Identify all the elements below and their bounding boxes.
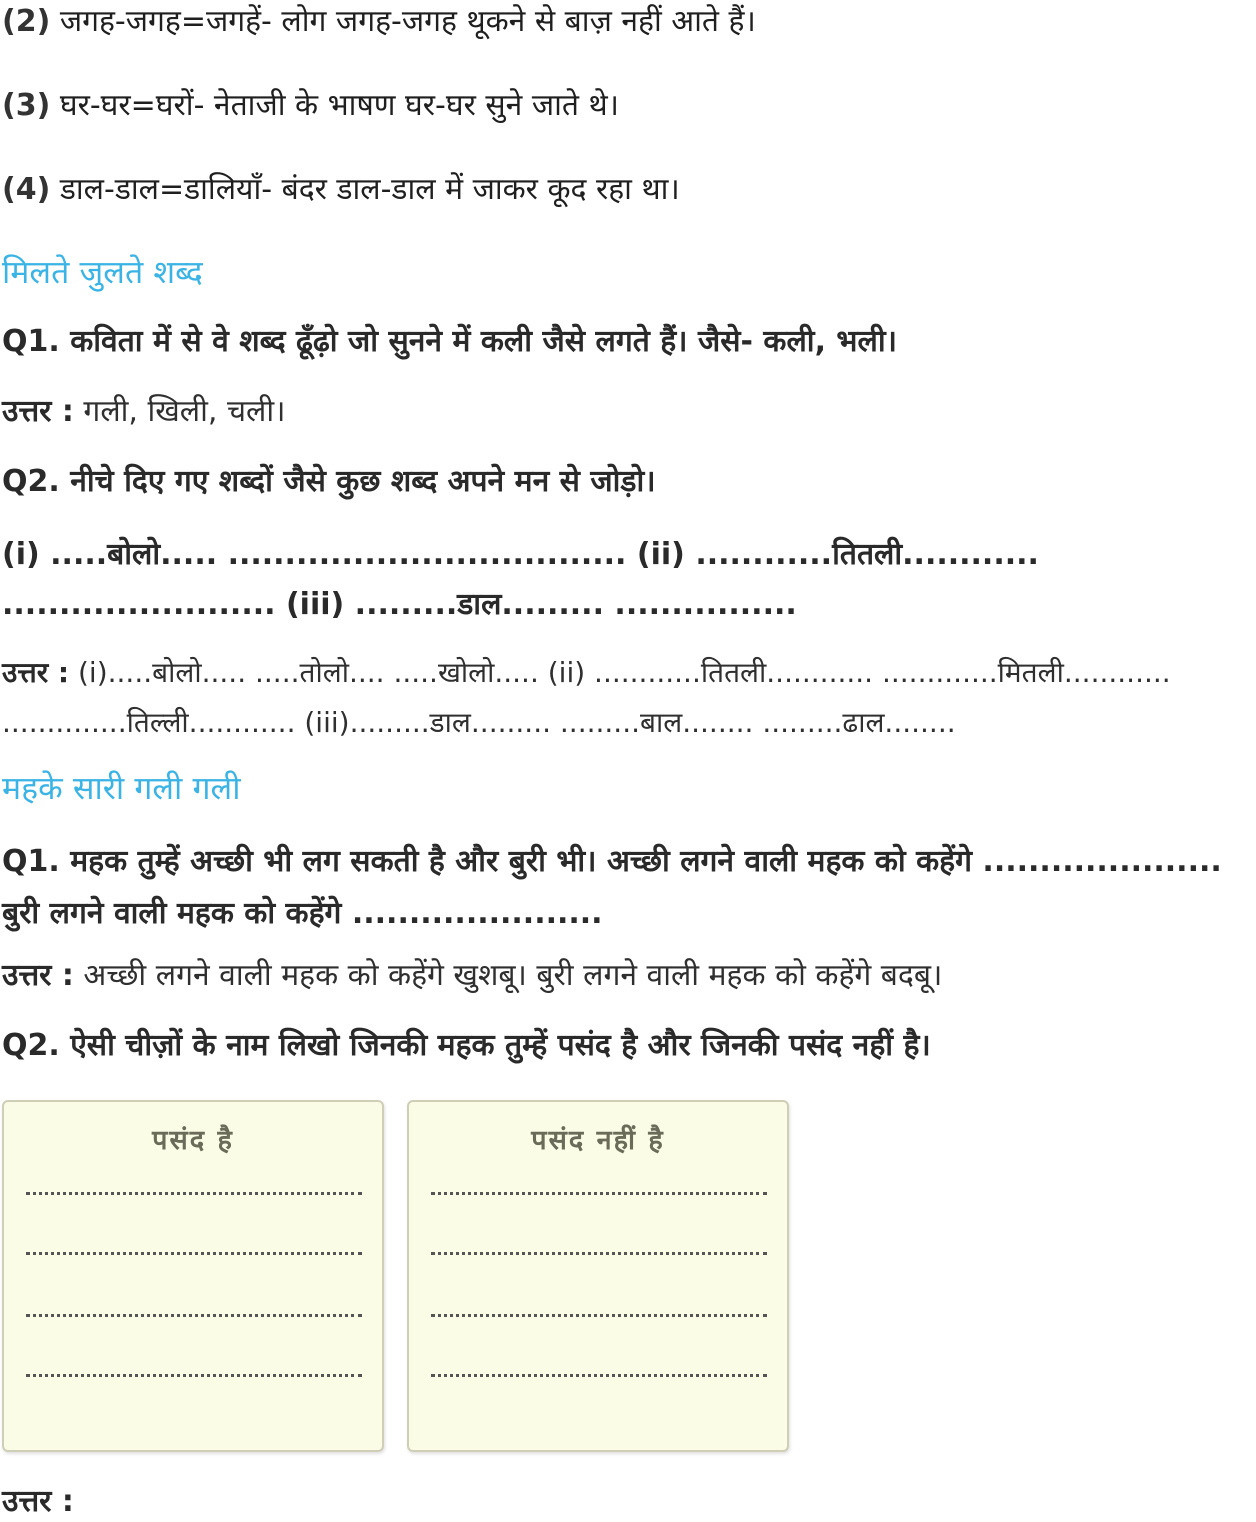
line-text: जगह-जगह=जगहें- लोग जगह-जगह थूकने से बाज़ नहीं आते हैं। <box>50 4 756 39</box>
section-heading-milte-julte: मिलते जुलते शब्द <box>2 253 203 291</box>
dotted-line <box>431 1192 767 1195</box>
question-2-blanks: (i) .....बोलो..... ................................... (ii) ............तितली............ ........................ (iii) .........डाल......... ................ <box>2 537 1039 622</box>
dotted-line <box>26 1314 362 1317</box>
dotted-line <box>26 1252 362 1255</box>
line-number: (3) <box>2 88 51 123</box>
answer-text: गली, खिली, चली। <box>73 394 286 429</box>
question-1: Q1. कविता में से वे शब्द ढूँढ़ो जो सुनने में कली जैसे लगते हैं। जैसे- कली, भली। <box>2 324 897 359</box>
example-line-2 <box>2 2 756 42</box>
answer-label: उत्तर : <box>2 1484 74 1519</box>
dotted-line <box>431 1314 767 1317</box>
line-number: (4) <box>2 172 51 207</box>
question-2: Q2. नीचे दिए गए शब्दों जैसे कुछ शब्द अपने मन से जोड़ो। <box>2 464 656 499</box>
like-box-title: पसंद है <box>152 1125 234 1156</box>
dotted-line <box>431 1374 767 1377</box>
answer-label: उत्तर : <box>2 656 70 689</box>
question-2: Q2. ऐसी चीज़ों के नाम लिखो जिनकी महक तुम्हें पसंद है और जिनकी पसंद नहीं है। <box>2 1028 931 1063</box>
answer-text: (i).....बोलो..... .....तोलो.... .....खोलो..... (ii) ............तितली............ .............मितली............ ..............तिल्ली............ (iii).........डाल......... .........बाल........ .........ढाल........ <box>2 656 1171 739</box>
answer-label: उत्तर : <box>2 394 74 429</box>
line-text: डाल-डाल=डालियाँ- बंदर डाल-डाल में जाकर कूद रहा था। <box>50 172 680 207</box>
line-text: घर-घर=घरों- नेताजी के भाषण घर-घर सुने जाते थे। <box>50 88 620 123</box>
answer-2 <box>2 648 1252 748</box>
answer-2 <box>2 1482 74 1522</box>
dotted-line <box>26 1192 362 1195</box>
section-heading-mahke-sari-gali: महके सारी गली गली <box>2 769 241 807</box>
line-number: (2) <box>2 4 51 39</box>
dotted-line <box>26 1374 362 1377</box>
question-1: Q1. महक तुम्हें अच्छी भी लग सकती है और बुरी भी। अच्छी लगने वाली महक को कहेंगे ..................... बुरी लगने वाली महक को कहेंगे ...................... <box>2 844 1222 931</box>
answer-text: अच्छी लगने वाली महक को कहेंगे खुशबू। बुरी लगने वाली महक को कहेंगे बदबू। <box>73 958 943 993</box>
dotted-line <box>431 1252 767 1255</box>
like-box <box>2 1100 384 1452</box>
answer-1 <box>2 956 942 996</box>
dislike-box <box>407 1100 789 1452</box>
answer-label: उत्तर : <box>2 958 74 993</box>
example-line-3 <box>2 86 619 126</box>
answer-1 <box>2 392 286 432</box>
example-line-4 <box>2 170 680 210</box>
dislike-box-title: पसंद नहीं है <box>531 1125 665 1156</box>
